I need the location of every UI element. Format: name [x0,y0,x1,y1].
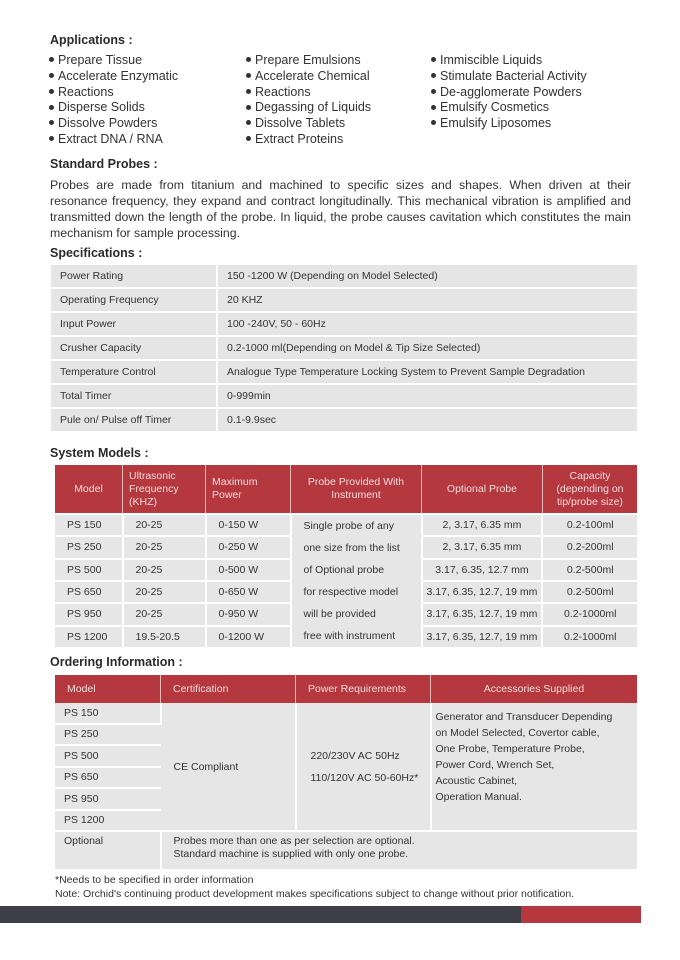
list-item: Emulsify Liposomes [431,116,587,132]
bullet-icon [49,89,54,94]
spec-key: Crusher Capacity [51,336,217,360]
spec-value: 0.2-1000 ml(Depending on Model & Tip Size Selected) [217,336,637,360]
ordering-information-table [55,675,637,869]
bullet-icon [49,120,54,125]
optional-probe-cell: 2, 3.17, 6.35 mm [422,514,543,536]
bullet-icon [246,89,251,94]
list-item: Prepare Emulsions [246,53,371,69]
table-header-row [55,465,637,514]
optional-probe-cell: 3.17, 6.35, 12.7 mm [422,559,543,581]
spec-key: Operating Frequency [51,288,217,312]
system-models-table [55,465,637,647]
model-cell: PS 250 [55,724,161,746]
applications-list-col-3 [431,53,587,132]
header-frequency: Ultrasonic Frequency (KHZ) [123,465,206,514]
bullet-icon [246,57,251,62]
optional-probe-cell: 3.17, 6.35, 12.7, 19 mm [422,581,543,603]
table-header-row [55,675,637,703]
ordering-information-title: Ordering Information : [50,655,183,669]
capacity-cell: 0.2-1000ml [542,603,637,625]
spec-value: 100 -240V, 50 - 60Hz [217,312,637,336]
applications-list-col-1 [49,53,178,148]
frequency-cell: 20-25 [123,514,206,536]
asterisk-footnote: *Needs to be specified in order information [55,874,254,886]
spec-key: Pule on/ Pulse off Timer [51,408,217,431]
capacity-cell: 0.2-500ml [542,559,637,581]
list-item: Dissolve Tablets [246,116,371,132]
bullet-icon [246,136,251,141]
max-power-cell: 0-250 W [206,536,291,558]
table-row [55,514,637,536]
list-item: Reactions [246,85,371,101]
table-row [51,384,637,408]
standard-probes-title: Standard Probes : [50,157,158,171]
bullet-icon [246,105,251,110]
model-cell: PS 250 [55,536,123,558]
spec-key: Power Rating [51,265,217,288]
footer-bar-accent [521,906,641,923]
applications-title: Applications : [50,33,133,47]
frequency-cell: 20-25 [123,536,206,558]
bullet-icon [49,57,54,62]
list-item: Dissolve Powders [49,116,178,132]
optional-probe-cell: 3.17, 6.35, 12.7, 19 mm [422,626,543,647]
specifications-title: Specifications : [50,246,143,260]
list-item: Immiscible Liquids [431,53,587,69]
optional-text: Probes more than one as per selection are optional. Standard machine is supplied with only one probe. [161,831,638,869]
list-item: Degassing of Liquids [246,100,371,116]
table-row [51,336,637,360]
bullet-icon [246,73,251,78]
list-item: Stimulate Bacterial Activity [431,69,587,85]
table-row-optional [55,831,637,869]
header-power-requirements: Power Requirements [296,675,431,703]
model-cell: PS 950 [55,788,161,810]
spec-key: Temperature Control [51,360,217,384]
optional-probe-cell: 3.17, 6.35, 12.7, 19 mm [422,603,543,625]
specifications-table [51,265,637,431]
max-power-cell: 0-1200 W [206,626,291,647]
spec-value: 20 KHZ [217,288,637,312]
table-row [51,360,637,384]
frequency-cell: 19.5-20.5 [123,626,206,647]
power-requirements-cell: 220/230V AC 50Hz 110/120V AC 50-60Hz* [296,703,431,831]
bullet-icon [49,136,54,141]
capacity-cell: 0.2-500ml [542,581,637,603]
applications-list-col-2 [246,53,371,148]
header-accessories: Accessories Supplied [431,675,638,703]
header-model: Model [55,465,123,514]
bullet-icon [431,73,436,78]
model-cell: PS 950 [55,603,123,625]
model-cell: PS 650 [55,581,123,603]
list-item: De-agglomerate Powders [431,85,587,101]
model-cell: PS 1200 [55,626,123,647]
bullet-icon [431,105,436,110]
list-item: Extract DNA / RNA [49,132,178,148]
table-row [55,703,637,724]
disclaimer-note: Note: Orchid's continuing product development makes specifications subject to change without prior notification. [55,888,575,900]
spec-value: 0-999min [217,384,637,408]
frequency-cell: 20-25 [123,603,206,625]
max-power-cell: 0-500 W [206,559,291,581]
list-item: Prepare Tissue [49,53,178,69]
model-cell: PS 150 [55,514,123,536]
spec-key: Input Power [51,312,217,336]
list-item: Accelerate Chemical [246,69,371,85]
list-item: Disperse Solids [49,100,178,116]
capacity-cell: 0.2-200ml [542,536,637,558]
certification-cell: CE Compliant [161,703,296,831]
bullet-icon [431,57,436,62]
max-power-cell: 0-150 W [206,514,291,536]
model-cell: PS 650 [55,767,161,789]
header-certification: Certification [161,675,296,703]
frequency-cell: 20-25 [123,581,206,603]
probe-provided-cell: Single probe of any one size from the list of Optional probe for respective model will be provided free with instrument [291,514,422,647]
list-item: Reactions [49,85,178,101]
spec-value: 150 -1200 W (Depending on Model Selected) [217,265,637,288]
table-row [51,312,637,336]
max-power-cell: 0-950 W [206,603,291,625]
capacity-cell: 0.2-100ml [542,514,637,536]
capacity-cell: 0.2-1000ml [542,626,637,647]
optional-label: Optional [55,831,161,869]
optional-probe-cell: 2, 3.17, 6.35 mm [422,536,543,558]
model-cell: PS 150 [55,703,161,724]
bullet-icon [431,89,436,94]
footer-bar-dark [0,906,521,923]
bullet-icon [431,120,436,125]
model-cell: PS 500 [55,559,123,581]
spec-key: Total Timer [51,384,217,408]
header-optional-probe: Optional Probe [422,465,543,514]
spec-value: Analogue Type Temperature Locking System to Prevent Sample Degradation [217,360,637,384]
system-models-title: System Models : [50,446,149,460]
table-row [51,408,637,431]
header-max-power: Maximum Power [206,465,291,514]
accessories-cell: Generator and Transducer Depending on Model Selected, Covertor cable, One Probe, Temperature Probe, Power Cord, Wrench Set, Acoustic Cabinet, Operation Manual. [431,703,638,831]
max-power-cell: 0-650 W [206,581,291,603]
bullet-icon [49,73,54,78]
list-item: Accelerate Enzymatic [49,69,178,85]
table-row [51,265,637,288]
bullet-icon [246,120,251,125]
model-cell: PS 500 [55,745,161,767]
list-item: Emulsify Cosmetics [431,100,587,116]
standard-probes-description: Probes are made from titanium and machined to specific sizes and shapes. When driven at their resonance frequency, they expand and contract longitudinally. This mechanical vibration is amplified and transmitted down the length of the probe. In liquid, the probe causes cavitation which constitutes the main mechanism for sample processing. [50,178,631,240]
bullet-icon [49,105,54,110]
frequency-cell: 20-25 [123,559,206,581]
header-probe-provided: Probe Provided With Instrument [291,465,422,514]
model-cell: PS 1200 [55,810,161,832]
header-capacity: Capacity (depending on tip/probe size) [542,465,637,514]
list-item: Extract Proteins [246,132,371,148]
spec-value: 0.1-9.9sec [217,408,637,431]
table-row [51,288,637,312]
header-model: Model [55,675,161,703]
